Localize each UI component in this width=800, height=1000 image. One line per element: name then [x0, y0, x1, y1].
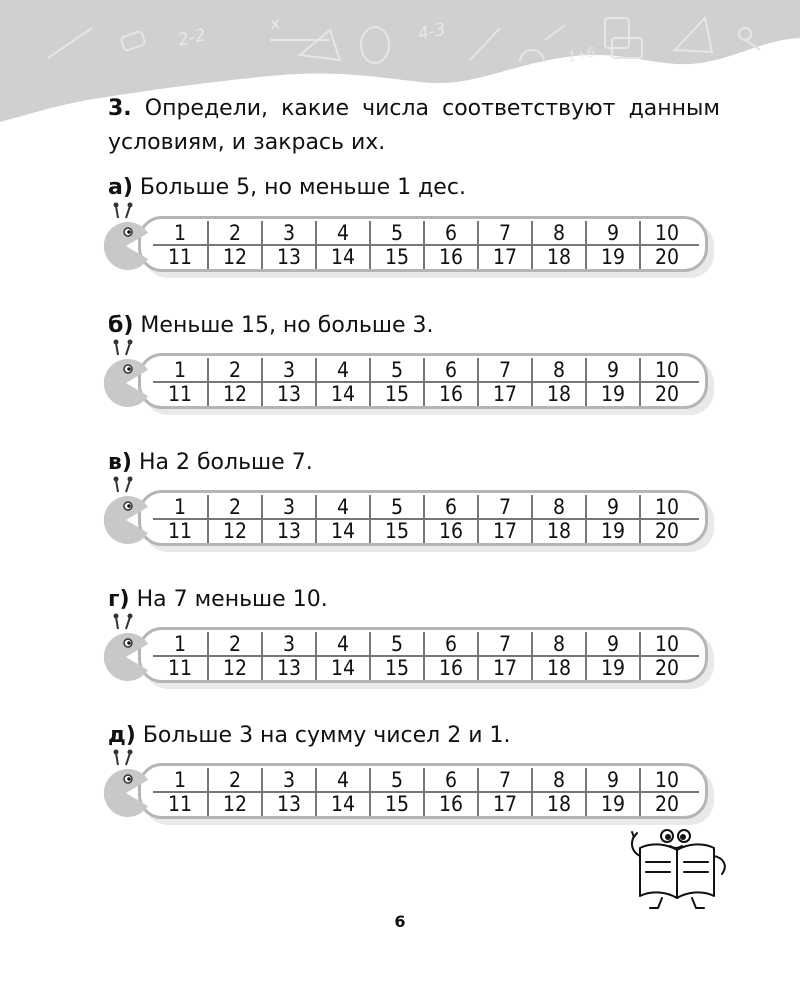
- number-cell[interactable]: 19: [585, 245, 639, 269]
- number-caterpillar: [96, 353, 720, 421]
- number-cell[interactable]: 18: [531, 382, 585, 406]
- number-cell[interactable]: 14: [315, 382, 369, 406]
- number-cell[interactable]: 19: [585, 792, 639, 816]
- number-cell[interactable]: 10: [639, 768, 693, 792]
- number-cell[interactable]: 19: [585, 519, 639, 543]
- number-cell[interactable]: 10: [639, 358, 693, 382]
- number-cell[interactable]: 8: [531, 495, 585, 519]
- number-cell[interactable]: 8: [531, 768, 585, 792]
- number-cell[interactable]: 7: [477, 358, 531, 382]
- condition-heading: [108, 449, 313, 477]
- grid-divider: [153, 381, 699, 383]
- number-cell[interactable]: 14: [315, 792, 369, 816]
- task-intro: [108, 92, 720, 160]
- number-cell[interactable]: 4: [315, 495, 369, 519]
- caterpillar-head-icon: [96, 613, 156, 687]
- condition-text: На 7 меньше 10.: [136, 587, 328, 612]
- grid-divider: [153, 244, 699, 246]
- number-cell[interactable]: 11: [167, 656, 193, 680]
- number-cell[interactable]: 16: [423, 792, 477, 816]
- number-cell[interactable]: 19: [585, 382, 639, 406]
- caterpillar-body: [138, 490, 708, 546]
- condition-heading: [108, 722, 511, 750]
- number-caterpillar: [96, 627, 720, 695]
- doodle-text: 4-3: [416, 19, 448, 45]
- caterpillar-head-icon: [96, 202, 156, 276]
- number-cell[interactable]: 17: [477, 656, 531, 680]
- number-cell[interactable]: 7: [477, 221, 531, 245]
- number-cell[interactable]: 9: [585, 768, 639, 792]
- number-cell[interactable]: 15: [369, 245, 423, 269]
- number-cell[interactable]: 13: [261, 519, 315, 543]
- caterpillar-body: [138, 627, 708, 683]
- number-cell[interactable]: 7: [477, 632, 531, 656]
- number-cell[interactable]: 6: [423, 632, 477, 656]
- number-cell[interactable]: 4: [315, 632, 369, 656]
- number-cell[interactable]: 20: [639, 382, 693, 406]
- number-cell[interactable]: 11: [167, 792, 193, 816]
- grid-divider: [153, 518, 699, 520]
- number-cell[interactable]: 4: [315, 358, 369, 382]
- number-cell[interactable]: 3: [261, 221, 315, 245]
- number-cell[interactable]: 8: [531, 358, 585, 382]
- number-cell[interactable]: 9: [585, 221, 639, 245]
- number-cell[interactable]: 9: [585, 358, 639, 382]
- condition-text: Больше 3 на сумму чисел 2 и 1.: [142, 723, 511, 748]
- number-cell[interactable]: 13: [261, 382, 315, 406]
- number-cell[interactable]: 15: [369, 519, 423, 543]
- number-caterpillar: [96, 216, 720, 284]
- number-cell[interactable]: 14: [315, 245, 369, 269]
- condition-heading: [108, 586, 328, 614]
- number-caterpillar: [96, 763, 720, 831]
- condition-letter: а): [108, 175, 133, 200]
- number-cell[interactable]: 15: [369, 382, 423, 406]
- condition-letter: д): [108, 723, 136, 748]
- caterpillar-head-icon: [96, 749, 156, 823]
- number-cell[interactable]: 11: [167, 519, 193, 543]
- number-cell[interactable]: 1: [173, 221, 187, 245]
- number-cell[interactable]: 1: [173, 495, 187, 519]
- number-cell[interactable]: 14: [315, 656, 369, 680]
- number-cell[interactable]: 17: [477, 382, 531, 406]
- number-cell[interactable]: 12: [207, 245, 261, 269]
- number-cell[interactable]: 18: [531, 519, 585, 543]
- number-cell[interactable]: 18: [531, 656, 585, 680]
- condition-text: Больше 5, но меньше 1 дес.: [139, 175, 466, 200]
- number-cell[interactable]: 12: [207, 656, 261, 680]
- number-cell[interactable]: 2: [207, 358, 261, 382]
- number-cell[interactable]: 6: [423, 495, 477, 519]
- number-cell[interactable]: 5: [369, 495, 423, 519]
- number-caterpillar: [96, 490, 720, 558]
- condition-text: На 2 больше 7.: [138, 450, 313, 475]
- doodle-text: 1+6: [566, 45, 597, 66]
- condition-letter: г): [108, 587, 130, 612]
- number-cell[interactable]: 2: [207, 221, 261, 245]
- number-cell[interactable]: 2: [207, 632, 261, 656]
- number-cell[interactable]: 20: [639, 792, 693, 816]
- number-cell[interactable]: 16: [423, 382, 477, 406]
- number-cell[interactable]: 15: [369, 656, 423, 680]
- grid-divider: [153, 655, 699, 657]
- number-cell[interactable]: 17: [477, 519, 531, 543]
- condition-heading: [108, 312, 433, 340]
- number-cell[interactable]: 10: [639, 632, 693, 656]
- number-cell[interactable]: 6: [423, 768, 477, 792]
- number-cell[interactable]: 16: [423, 245, 477, 269]
- number-cell[interactable]: 9: [585, 495, 639, 519]
- condition-letter: в): [108, 450, 132, 475]
- doodle-text: 2-2: [176, 25, 208, 51]
- number-cell[interactable]: 3: [261, 632, 315, 656]
- number-cell[interactable]: 5: [369, 221, 423, 245]
- number-cell[interactable]: 10: [639, 495, 693, 519]
- number-cell[interactable]: 3: [261, 768, 315, 792]
- number-cell[interactable]: 17: [477, 245, 531, 269]
- number-cell[interactable]: 6: [423, 358, 477, 382]
- number-cell[interactable]: 9: [585, 632, 639, 656]
- number-cell[interactable]: 4: [315, 768, 369, 792]
- caterpillar-body: [138, 353, 708, 409]
- task-text: Определи, какие числа соответствуют данным условиям, и закрась их.: [108, 96, 720, 155]
- number-cell[interactable]: 3: [261, 358, 315, 382]
- number-cell[interactable]: 1: [173, 632, 187, 656]
- number-cell[interactable]: 11: [167, 382, 193, 406]
- number-cell[interactable]: 5: [369, 358, 423, 382]
- number-cell[interactable]: 6: [423, 221, 477, 245]
- condition-heading: [108, 174, 466, 202]
- number-cell[interactable]: 20: [639, 245, 693, 269]
- number-cell[interactable]: 17: [477, 792, 531, 816]
- number-cell[interactable]: 10: [639, 221, 693, 245]
- number-cell[interactable]: 8: [531, 632, 585, 656]
- caterpillar-head-icon: [96, 476, 156, 550]
- number-cell[interactable]: 5: [369, 632, 423, 656]
- number-cell[interactable]: 12: [207, 792, 261, 816]
- number-cell[interactable]: 7: [477, 768, 531, 792]
- condition-text: Меньше 15, но больше 3.: [140, 313, 434, 338]
- number-cell[interactable]: 14: [315, 519, 369, 543]
- number-cell[interactable]: 20: [639, 656, 693, 680]
- number-cell[interactable]: 5: [369, 768, 423, 792]
- number-cell[interactable]: 2: [207, 768, 261, 792]
- number-cell[interactable]: 20: [639, 519, 693, 543]
- number-cell[interactable]: 15: [369, 792, 423, 816]
- doodle-text: x: [268, 13, 283, 35]
- number-cell[interactable]: 4: [315, 221, 369, 245]
- caterpillar-head-icon: [96, 339, 156, 413]
- condition-letter: б): [108, 313, 134, 338]
- number-cell[interactable]: 11: [167, 245, 193, 269]
- number-cell[interactable]: 12: [207, 519, 261, 543]
- caterpillar-body: [138, 763, 708, 819]
- number-cell[interactable]: 16: [423, 656, 477, 680]
- number-cell[interactable]: 13: [261, 245, 315, 269]
- number-cell[interactable]: 13: [261, 792, 315, 816]
- grid-divider: [153, 791, 699, 793]
- number-cell[interactable]: 18: [531, 792, 585, 816]
- number-cell[interactable]: 19: [585, 656, 639, 680]
- page-number: 6: [394, 912, 406, 931]
- number-cell[interactable]: 7: [477, 495, 531, 519]
- number-cell[interactable]: 12: [207, 382, 261, 406]
- number-cell[interactable]: 1: [173, 768, 187, 792]
- number-cell[interactable]: 18: [531, 245, 585, 269]
- number-cell[interactable]: 8: [531, 221, 585, 245]
- number-cell[interactable]: 13: [261, 656, 315, 680]
- number-cell[interactable]: 2: [207, 495, 261, 519]
- open-book-mascot-icon: [622, 826, 732, 912]
- task-number: 3.: [108, 96, 132, 121]
- number-cell[interactable]: 3: [261, 495, 315, 519]
- caterpillar-body: [138, 216, 708, 272]
- number-cell[interactable]: 1: [173, 358, 187, 382]
- number-cell[interactable]: 16: [423, 519, 477, 543]
